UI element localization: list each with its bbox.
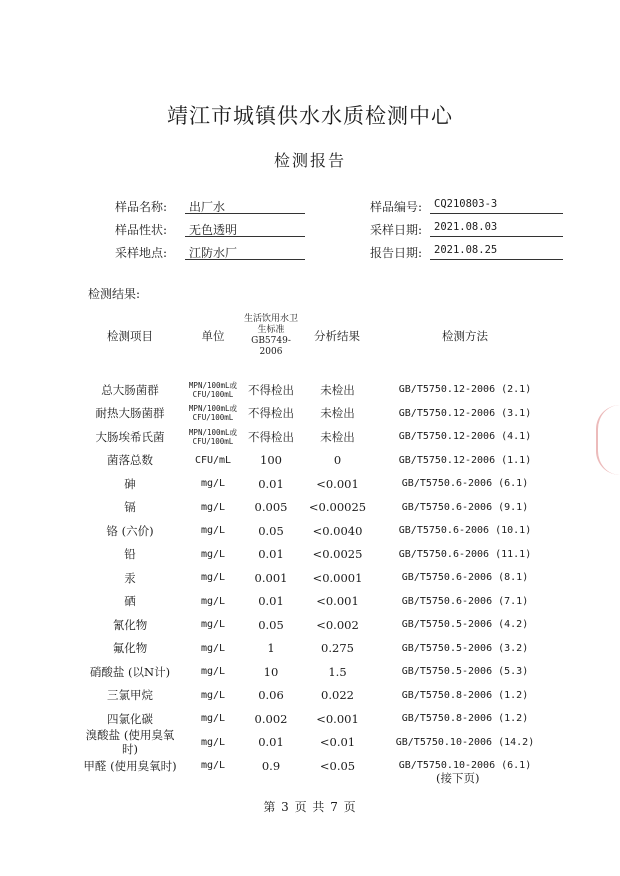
sampling-site-row <box>115 241 315 263</box>
cell-unit: MPN/100mL或CFU/100mL <box>188 427 238 446</box>
cell-method: GB/T5750.8-2006 (1.2) <box>401 713 529 725</box>
sample-name-label: 样品名称: <box>115 200 168 214</box>
cell-standard: 10 <box>263 664 279 679</box>
cell-standard: 0.01 <box>258 594 284 609</box>
sample-name-row <box>115 195 315 217</box>
cell-item: 耐热大肠菌群 <box>95 406 165 421</box>
table-row <box>0 613 620 637</box>
cell-result: <0.001 <box>316 594 359 609</box>
header-item: 检测项目 <box>107 329 153 343</box>
sampling-date-row <box>370 218 570 240</box>
cell-method: GB/T5750.6-2006 (7.1) <box>401 595 529 607</box>
header-standard: 生活饮用水卫生标准GB5749-2006 <box>243 314 298 357</box>
cell-unit: mg/L <box>200 478 226 490</box>
cell-item: 三氯甲烷 <box>107 688 153 703</box>
table-row <box>0 660 620 684</box>
cell-unit: mg/L <box>200 619 226 631</box>
cell-result: 未检出 <box>320 406 355 421</box>
cell-unit: mg/L <box>200 548 226 560</box>
sample-no-row <box>370 195 570 217</box>
cell-unit: mg/L <box>200 525 226 537</box>
table-row <box>0 472 620 496</box>
sampling-site-value: 江防水厂 <box>185 244 305 260</box>
cell-standard: 0.06 <box>258 688 284 703</box>
report-subtitle: 检测报告 <box>273 151 346 170</box>
cell-unit: mg/L <box>200 666 226 678</box>
results-label: 检测结果: <box>88 287 141 301</box>
cell-method: GB/T5750.10-2006 (6.1) <box>398 760 532 772</box>
cell-result: 未检出 <box>320 429 355 444</box>
cell-method: GB/T5750.12-2006 (2.1) <box>398 384 532 396</box>
table-row <box>0 449 620 473</box>
cell-standard: 不得检出 <box>248 406 294 421</box>
cell-unit: mg/L <box>200 595 226 607</box>
report-date-value: 2021.08.25 <box>430 244 563 260</box>
cell-standard: 0.01 <box>258 476 284 491</box>
cell-unit: mg/L <box>200 572 226 584</box>
cell-method: GB/T5750.12-2006 (4.1) <box>398 431 532 443</box>
cell-unit: mg/L <box>200 642 226 654</box>
cell-standard: 1 <box>267 641 275 656</box>
cell-method: GB/T5750.12-2006 (3.1) <box>398 407 532 419</box>
table-row <box>0 728 620 757</box>
cell-item: 四氯化碳 <box>107 711 153 726</box>
cell-result: 1.5 <box>328 664 347 679</box>
cell-item: 氰化物 <box>112 617 148 632</box>
cell-result: <0.01 <box>319 735 356 750</box>
cell-result: 未检出 <box>320 382 355 397</box>
cell-standard: 0.005 <box>254 500 288 515</box>
cell-item: 菌落总数 <box>107 453 153 468</box>
report-org-title: 靖江市城镇供水水质检测中心 <box>167 104 453 128</box>
cell-standard: 0.001 <box>254 570 288 585</box>
cell-item: 甲醛 (使用臭氧时) <box>83 758 177 773</box>
report-date-label: 报告日期: <box>370 246 423 260</box>
cell-standard: 不得检出 <box>248 382 294 397</box>
cell-unit: mg/L <box>200 736 226 748</box>
sampling-date-label: 采样日期: <box>370 223 423 237</box>
header-unit: 单位 <box>201 329 225 343</box>
cell-item: 铅 <box>124 547 136 562</box>
cell-result: <0.0040 <box>312 523 363 538</box>
cell-item: 溴酸盐 (使用臭氧时) <box>85 728 175 757</box>
sample-no-label: 样品编号: <box>370 200 423 214</box>
cell-result: <0.0025 <box>312 547 363 562</box>
cell-standard: 不得检出 <box>248 429 294 444</box>
cell-item: 铬 (六价) <box>106 523 154 538</box>
cell-standard: 0.05 <box>258 523 284 538</box>
cell-standard: 0.002 <box>254 711 288 726</box>
cell-result: 0.022 <box>321 688 354 703</box>
cell-standard: 0.01 <box>258 547 284 562</box>
cell-unit: mg/L <box>200 501 226 513</box>
table-row <box>0 496 620 520</box>
cell-method: GB/T5750.8-2006 (1.2) <box>401 689 529 701</box>
seal-stamp-fragment <box>596 405 620 475</box>
cell-method: GB/T5750.5-2006 (3.2) <box>401 642 529 654</box>
table-row <box>0 566 620 590</box>
sample-no-value: CQ210803-3 <box>430 198 563 214</box>
header-result: 分析结果 <box>314 329 360 343</box>
cell-result: <0.001 <box>316 476 359 491</box>
table-row <box>0 402 620 426</box>
table-row <box>0 707 620 731</box>
table-row <box>0 684 620 708</box>
sample-prop-label: 样品性状: <box>115 223 168 237</box>
continued-note: (接下页) <box>436 771 480 785</box>
cell-method: GB/T5750.6-2006 (8.1) <box>401 572 529 584</box>
cell-item: 砷 <box>124 476 136 491</box>
sample-prop-value: 无色透明 <box>185 221 305 237</box>
cell-item: 硒 <box>124 594 136 609</box>
cell-method: GB/T5750.12-2006 (1.1) <box>398 454 532 466</box>
cell-method: GB/T5750.6-2006 (9.1) <box>401 501 529 513</box>
cell-result: <0.00025 <box>308 500 367 515</box>
cell-item: 总大肠菌群 <box>101 382 159 397</box>
cell-result: <0.001 <box>316 711 359 726</box>
cell-standard: 0.9 <box>261 758 281 773</box>
table-row <box>0 519 620 543</box>
report-date-row <box>370 241 570 263</box>
cell-method: GB/T5750.10-2006 (14.2) <box>395 736 535 748</box>
cell-standard: 0.05 <box>258 617 284 632</box>
cell-method: GB/T5750.5-2006 (4.2) <box>401 619 529 631</box>
sampling-site-label: 采样地点: <box>115 246 168 260</box>
cell-unit: CFU/mL <box>194 454 232 466</box>
cell-result: 0.275 <box>321 641 354 656</box>
cell-standard: 100 <box>260 453 282 468</box>
cell-item: 镉 <box>124 500 136 515</box>
sample-name-value: 出厂水 <box>185 198 305 214</box>
sample-prop-row <box>115 218 315 240</box>
cell-unit: mg/L <box>200 689 226 701</box>
cell-item: 大肠埃希氏菌 <box>95 429 165 444</box>
cell-unit: mg/L <box>200 760 226 772</box>
cell-standard: 0.01 <box>258 735 284 750</box>
cell-result: <0.0001 <box>312 570 363 585</box>
table-row <box>0 543 620 567</box>
table-row <box>0 637 620 661</box>
sampling-date-value: 2021.08.03 <box>430 221 563 237</box>
cell-item: 汞 <box>124 570 136 585</box>
table-row <box>0 754 620 778</box>
cell-method: GB/T5750.6-2006 (10.1) <box>398 525 532 537</box>
cell-item: 硝酸盐 (以N计) <box>89 664 171 679</box>
cell-result: <0.05 <box>319 758 356 773</box>
cell-result: 0 <box>333 453 342 468</box>
page-footer: 第 3 页 共 7 页 <box>263 800 357 814</box>
table-row <box>0 378 620 402</box>
cell-method: GB/T5750.6-2006 (6.1) <box>401 478 529 490</box>
cell-unit: mg/L <box>200 713 226 725</box>
cell-result: <0.002 <box>316 617 359 632</box>
table-row <box>0 425 620 449</box>
cell-unit: MPN/100mL或CFU/100mL <box>188 404 238 423</box>
cell-unit: MPN/100mL或CFU/100mL <box>188 380 238 399</box>
table-row <box>0 590 620 614</box>
header-method: 检测方法 <box>442 329 488 343</box>
cell-method: GB/T5750.5-2006 (5.3) <box>401 666 529 678</box>
cell-item: 氟化物 <box>112 641 148 656</box>
cell-method: GB/T5750.6-2006 (11.1) <box>398 548 532 560</box>
